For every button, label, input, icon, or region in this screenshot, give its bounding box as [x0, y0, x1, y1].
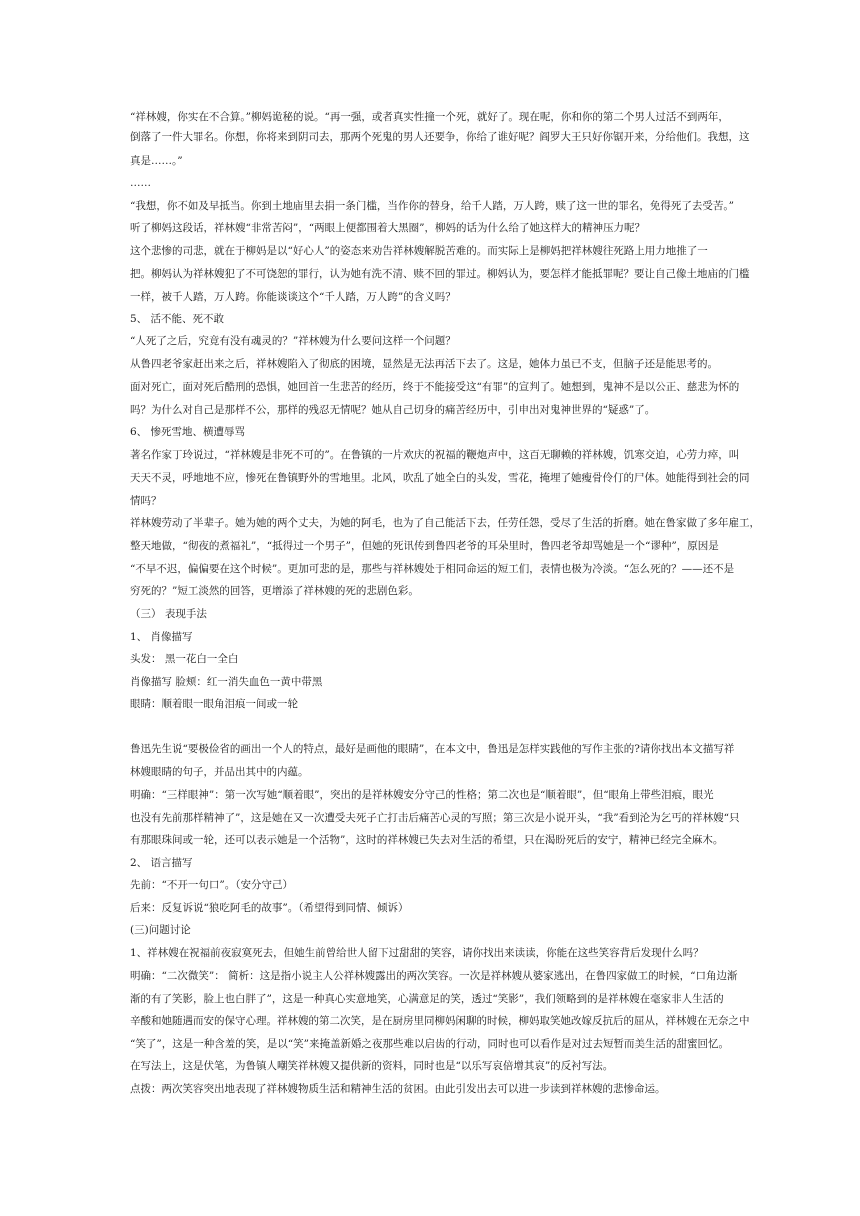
- text-line: “人死了之后，究竟有没有魂灵的？”祥林嫂为什么要问这样一个问题？: [130, 335, 456, 347]
- text-line: 点拨：两次笑容突出地表现了祥林嫂物质生活和精神生活的贫困。由此引发出去可以进一步读到祥林嫂的悲惨命运。: [130, 1083, 666, 1095]
- text-line: 一样，被千人踏，万人跨。你能谈谈这个“千人踏，万人跨”的含义吗？: [130, 291, 456, 303]
- text-line: 听了柳妈这段话，祥林嫂“非常苦闷”，“两眼上便都围着大黑圈”，柳妈的话为什么给了她这样大的精神压力呢？: [130, 222, 645, 234]
- text-line: 明确：“二次微笑”： 简析：这是指小说主人公祥林嫂露出的两次笑容。一次是祥林嫂从婆家逃出，在鲁四家做工的时候，“口角边渐: [130, 970, 738, 982]
- text-line: 在写法上，这是伏笔，为鲁镇人嘲笑祥林嫂又提供新的资料，同时也是“以乐写哀倍增其哀”的反衬写法。: [130, 1060, 614, 1072]
- text-line: 情吗？: [130, 495, 162, 507]
- text-line: 穷死的？”短工淡然的回答，更增添了祥林嫂的死的悲剧色彩。: [130, 585, 419, 597]
- text-line: “不早不迟，偏偏要在这个时候”。更加可悲的是，那些与祥林嫂处于相同命运的短工们，表情也极为冷淡。“怎么死的？——还不是: [130, 563, 735, 575]
- text-line: 林嫂眼睛的句子，并品出其中的内蕴。: [130, 766, 309, 778]
- text-line: 辛酸和她随遇而安的保守心理。祥林嫂的第二次笑，是在厨房里同柳妈闲聊的时候，柳妈取笑她改嫁反抗后的屈从，祥林嫂在无奈之中: [130, 1015, 750, 1027]
- text-line: 明确：“三样眼神”：第一次写她“顺着眼”，突出的是祥林嫂安分守己的性格；第二次也是“顺着眼”，但“眼角上带些泪痕，眼光: [130, 789, 714, 801]
- text-line: 吗？为什么对自己是那样不公，那样的残忍无情呢？她从自己切身的痛苦经历中，引申出对鬼神世界的“疑惑”了。: [130, 404, 656, 416]
- text-line: 先前：“不开一句口”。（安分守己）: [130, 879, 293, 891]
- section-heading: （三） 表现手法: [130, 608, 207, 620]
- text-line: 肖像描写 脸颊：红一消失血色一黄中带黑: [130, 676, 323, 688]
- text-line: “笑了”，这是一种含羞的笑，是以“笑”来掩盖新婚之夜那些难以启齿的行动，同时也可以看作是对过去短暂而美生活的甜蜜回忆。: [130, 1038, 729, 1050]
- text-line: 有那眼珠间或一轮，还可以表示她是一个活物”，这时的祥林嫂已失去对生活的希望，只在渴盼死后的安宁，精神已经完全麻木。: [130, 834, 724, 846]
- section-heading: 1、 肖像描写: [130, 631, 193, 643]
- text-line: 著名作家丁玲说过，“祥林嫂是非死不可的”。在鲁镇的一片欢庆的祝福的鞭炮声中，这百无聊赖的祥林嫂，饥寒交迫，心劳力瘁，叫: [130, 449, 740, 461]
- text-line: 天天不灵，呼地地不应，惨死在鲁镇野外的雪地里。北风，吹乱了她全白的头发，雪花，掩埋了她瘦骨伶仃的尸体。她能得到社会的同: [130, 472, 750, 484]
- text-line: 从鲁四老爷家赶出来之后，祥林嫂陷入了彻底的困境，显然是无法再活下去了。这是，她体力虽已不支，但脑子还是能思考的。: [130, 358, 718, 370]
- section-heading: 6、 惨死雪地、横遭辱骂: [130, 426, 246, 438]
- text-line: 后来：反复诉说“狼吃阿毛的故事”。（希望得到同情、倾诉）: [130, 902, 409, 914]
- text-line: 头发： 黑一花白一全白: [130, 653, 239, 665]
- text-line: 把。柳妈认为祥林嫂犯了不可饶恕的罪行，认为她有洗不清、赎不回的罪过。柳妈认为，要怎样才能抵罪呢？要让自己像土地庙的门槛: [130, 268, 750, 280]
- text-line: ……: [130, 177, 151, 189]
- text-line: 眼睛：顺着眼一眼角泪痕一间或一轮: [130, 698, 298, 710]
- text-line: 真是……。”: [130, 155, 183, 167]
- text-line: “我想，你不如及早抵当。你到土地庙里去捐一条门槛，当作你的替身，给千人踏，万人跨，赎了这一世的罪名，免得死了去受苦。”: [130, 200, 734, 212]
- text-line: 鲁迅先生说“要极俭省的画出一个人的特点，最好是画他的眼睛”，在本文中，鲁迅是怎样实践他的写作主张的?请你找出本文描写祥: [130, 743, 735, 755]
- text-line: 渐的有了笑影，脸上也白胖了”，这是一种真心实意地笑，心满意足的笑，透过“笑影”，我们领略到的是祥林嫂在毫家非人生活的: [130, 993, 724, 1005]
- text-line: 倒落了一件大罪名。你想，你将来到阴司去，那两个死鬼的男人还要争，你给了谁好呢？阎罗大王只好你锯开来，分给他们。我想，这: [130, 131, 750, 143]
- text-line: 也没有先前那样精神了”，这是她在又一次遭受夫死子亡打击后痛苦心灵的写照；第三次是小说开头，“我”看到沦为乞丐的祥林嫂“只: [130, 812, 740, 824]
- section-heading: 5、 活不能、死不敢: [130, 313, 225, 325]
- text-line: 整天地做，“彻夜的煮福礼”，“抵得过一个男子”，但她的死讯传到鲁四老爷的耳朵里时，鲁四老爷却骂她是一个“谬种”，原因是: [130, 540, 719, 552]
- text-line: 1、祥林嫂在祝福前夜寂寞死去，但她生前曾给世人留下过甜甜的笑容，请你找出来读读，你能在这些笑容背后发现什么吗？: [130, 947, 704, 959]
- section-heading: 2、 语言描写: [130, 857, 193, 869]
- text-line: “祥林嫂，你实在不合算。”柳妈诡秘的说。“再一强，或者真实性撞一个死，就好了。现在呢，你和你的第二个男人过活不到两年，: [130, 111, 729, 123]
- text-line: 祥林嫂劳动了半辈子。她为她的两个丈夫，为她的阿毛，也为了自己能活下去，任劳任怨，受尽了生活的折磨。她在鲁家做了多年雇工，: [130, 517, 760, 529]
- text-line: 这个悲惨的司悲，就在于柳妈是以“好心人”的姿态来劝告祥林嫂解脱苦难的。而实际上是柳妈把祥林嫂往死路上用力地推了一: [130, 245, 708, 257]
- section-heading: (三)问题讨论: [130, 924, 191, 936]
- text-line: 面对死亡，面对死后酷刑的恐惧，她回首一生悲苦的经历，终于不能接受这“有罪”的宣判了。她想到，鬼神不是以公正、慈悲为怀的: [130, 381, 740, 393]
